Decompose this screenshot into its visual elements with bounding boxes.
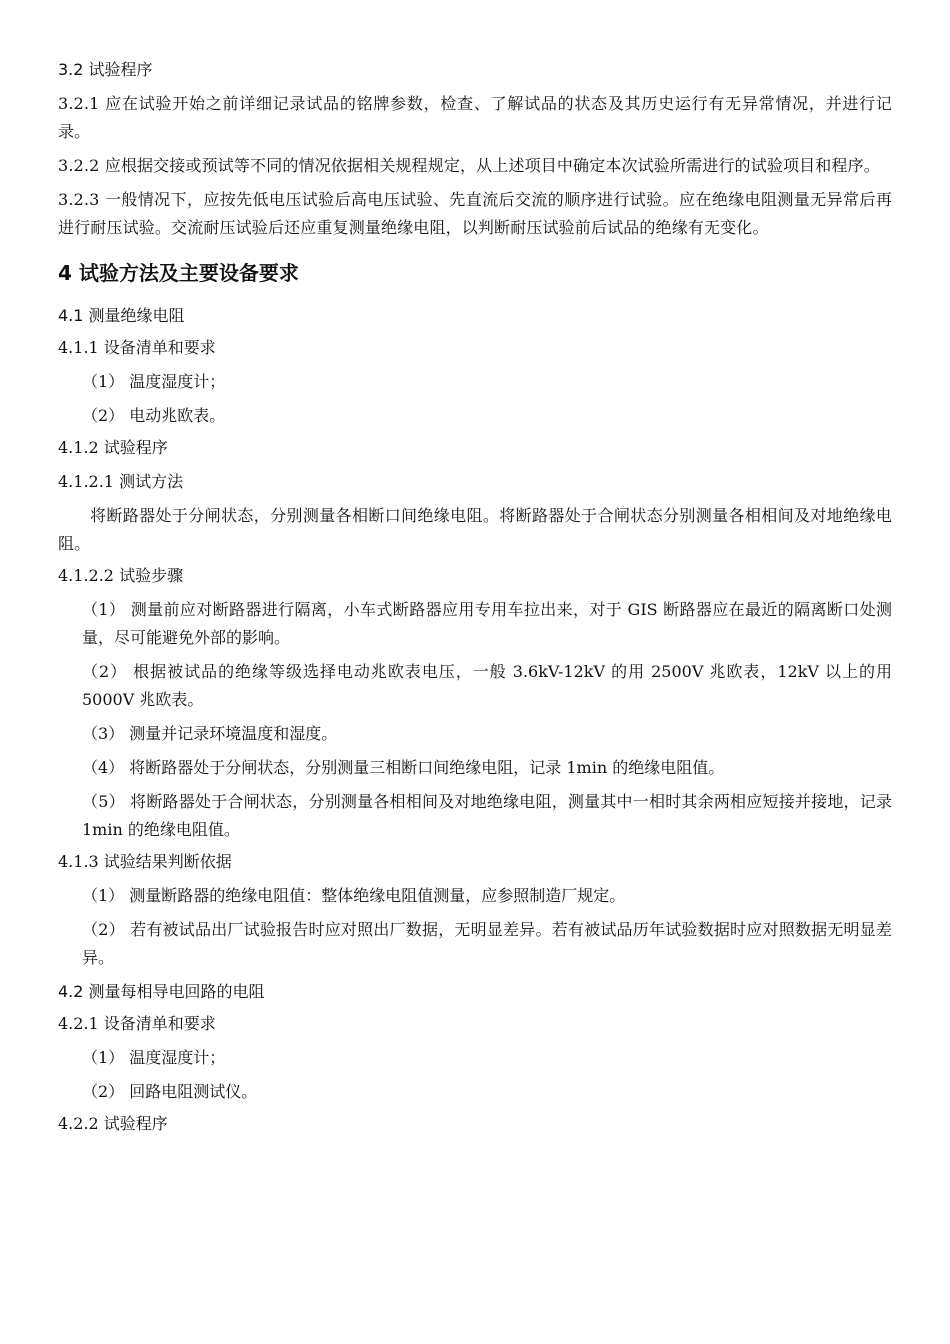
list-item: （4） 将断路器处于分闸状态，分别测量三相断口间绝缘电阻，记录 1min 的绝缘电阻值。 (82, 758, 725, 777)
paragraph-3-2-2: 3.2.2 应根据交接或预试等不同的情况依据相关规程规定，从上述项目中确定本次试验所需进行的试验项目和程序。 (58, 156, 880, 175)
list-item: （1） 温度湿度计； (82, 372, 226, 391)
section-heading-4-1: 4.1 测量绝缘电阻 (58, 306, 185, 325)
list-item: （3） 测量并记录环境温度和湿度。 (82, 724, 338, 743)
paragraph-3-2-3: 3.2.3 一般情况下，应按先低电压试验后高电压试验、先直流后交流的顺序进行试验。应在绝缘电阻测量无异常后再进行耐压试验。交流耐压试验后还应重复测量绝缘电阻，以判断耐压试验前后试品的绝缘有无变化。 (58, 190, 892, 237)
subheading-4-1-3: 4.1.3 试验结果判断依据 (58, 852, 232, 871)
subheading-4-1-2-1: 4.1.2.1 测试方法 (58, 472, 184, 491)
paragraph-test-method: 将断路器处于分闸状态，分别测量各相断口间绝缘电阻。将断路器处于合闸状态分别测量各相相间及对地绝缘电阻。 (58, 506, 892, 553)
list-item: （1） 温度湿度计； (82, 1048, 226, 1067)
list-item: （2） 根据被试品的绝缘等级选择电动兆欧表电压，一般 3.6kV-12kV 的用 2500V 兆欧表，12kV 以上的用 5000V 兆欧表。 (82, 662, 892, 709)
paragraph-3-2-1: 3.2.1 应在试验开始之前详细记录试品的铭牌参数，检查、了解试品的状态及其历史运行有无异常情况，并进行记录。 (58, 94, 892, 141)
subheading-4-2-1: 4.2.1 设备清单和要求 (58, 1014, 216, 1033)
list-item: （2） 回路电阻测试仪。 (82, 1082, 258, 1101)
section-heading-3-2: 3.2 试验程序 (58, 60, 153, 79)
subheading-4-1-2-2: 4.1.2.2 试验步骤 (58, 566, 184, 585)
subheading-4-1-2: 4.1.2 试验程序 (58, 438, 168, 457)
list-item: （2） 电动兆欧表。 (82, 406, 226, 425)
list-item: （5） 将断路器处于合闸状态，分别测量各相相间及对地绝缘电阻，测量其中一相时其余两相应短接并接地，记录 1min 的绝缘电阻值。 (82, 792, 892, 839)
subheading-4-2-2: 4.2.2 试验程序 (58, 1114, 168, 1133)
section-heading-4-2: 4.2 测量每相导电回路的电阻 (58, 982, 265, 1001)
list-item: （1） 测量前应对断路器进行隔离，小车式断路器应用专用车拉出来，对于 GIS 断路器应在最近的隔离断口处测量，尽可能避免外部的影响。 (82, 600, 892, 647)
list-item: （1） 测量断路器的绝缘电阻值：整体绝缘电阻值测量，应参照制造厂规定。 (82, 886, 626, 905)
subheading-4-1-1: 4.1.1 设备清单和要求 (58, 338, 216, 357)
chapter-heading-4: 4 试验方法及主要设备要求 (58, 261, 299, 285)
list-item: （2） 若有被试品出厂试验报告时应对照出厂数据，无明显差异。若有被试品历年试验数据时应对照数据无明显差异。 (82, 920, 892, 967)
